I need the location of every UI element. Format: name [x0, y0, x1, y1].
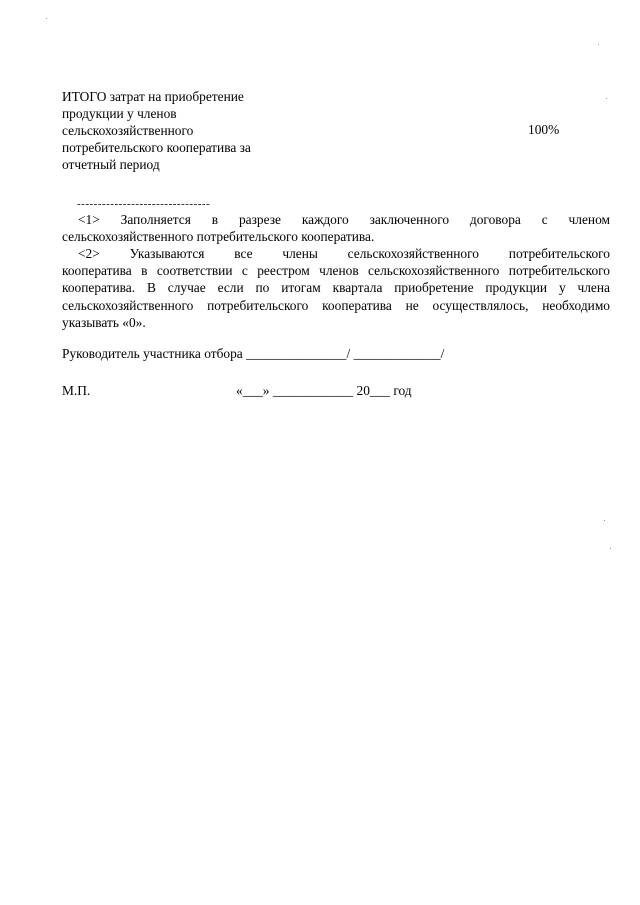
footnote-separator: --------------------------------	[77, 198, 211, 210]
scan-speck	[610, 548, 611, 549]
date-line: «___» ____________ 20___ год	[236, 383, 412, 398]
scan-speck	[604, 520, 605, 521]
table-col-divider-1	[0, 163, 1, 292]
table-bottom-border	[0, 2, 555, 3]
stamp-label: М.П.	[62, 383, 91, 398]
table-total-label: ИТОГО затрат на приобретение продукции у членов сельскохозяйственного потребительского кооператива за отчетный период	[62, 89, 251, 172]
footnote-2-first-line: <2> Указываются все члены сельскохозяйственного потребительского	[78, 246, 610, 261]
table-total-percent: 100%	[528, 122, 560, 137]
footnote-1-rest: сельскохозяйственного потребительского кооператива.	[62, 229, 375, 245]
footnote-1-first-line: <1> Заполняется в разрезе каждого заключенного договора с членом	[78, 212, 610, 227]
footnote-2-rest: кооператива в соответствии с реестром членов сельскохозяйственного потребительского кооператива. В случае если по итогам квартала приобретение продукции у члена сельскохозяйственного потребительского кооператива не осуществлялось, необходимо указывать «0».	[62, 263, 610, 330]
footnote-1	[62, 211, 610, 245]
table-inner-col-divider	[0, 132, 1, 163]
table-left-border	[0, 3, 1, 132]
table-col-divider-2	[0, 292, 1, 421]
table-right-border	[0, 421, 1, 550]
footnote-2	[62, 245, 610, 331]
scan-speck	[598, 44, 599, 45]
scan-speck	[606, 98, 607, 99]
scan-speck	[46, 18, 47, 19]
signature-line: Руководитель участника отбора _______________/ _____________/	[62, 346, 445, 361]
